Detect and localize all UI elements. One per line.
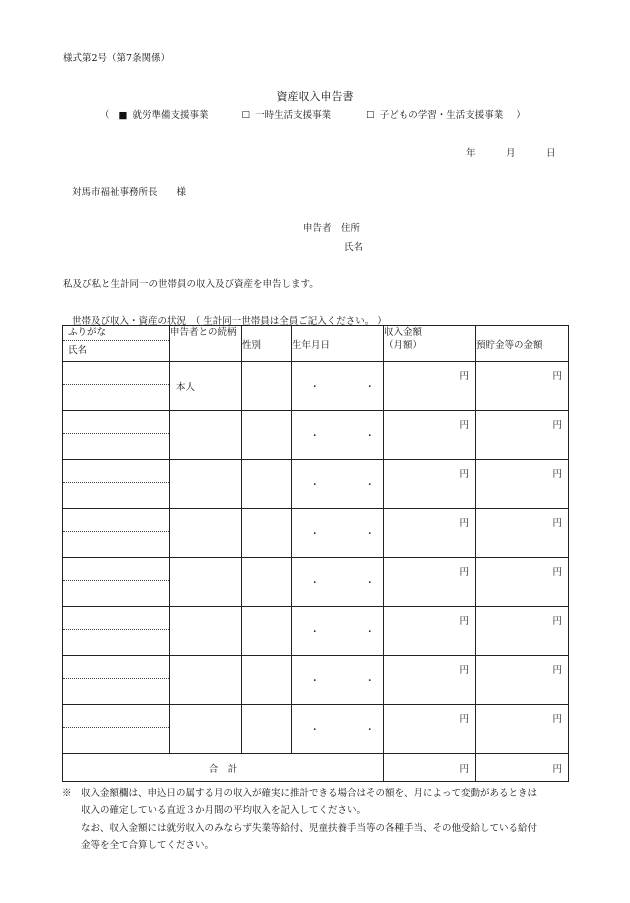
total-income-unit: 円 (384, 754, 476, 782)
income-cell[interactable]: 円 (384, 460, 476, 509)
paren-open: （ (100, 110, 110, 121)
dob-cell[interactable]: ・ ・ (292, 509, 384, 558)
sex-cell[interactable] (242, 509, 292, 558)
document-title: 資産収入申告書 (276, 90, 354, 103)
income-cell[interactable]: 円 (384, 607, 476, 656)
form-number: 様式第2号（第7条関係） (63, 53, 171, 64)
applicant-address-label: 申告者 住所 (303, 223, 361, 234)
dob-cell[interactable]: ・ ・ (292, 411, 384, 460)
income-cell[interactable]: 円 (384, 362, 476, 411)
name-cell[interactable] (63, 411, 170, 460)
checked-box-icon: ■ (118, 110, 128, 121)
savings-cell[interactable]: 円 (476, 362, 569, 411)
addressee: 対馬市福祉事務所長 様 (72, 187, 187, 198)
savings-cell[interactable]: 円 (476, 558, 569, 607)
total-row (63, 754, 569, 782)
section-heading: 世帯及び収入・資産の状況 （ 生計同一世帯員は全員ご記入ください。 ） (72, 316, 387, 327)
sex-cell[interactable] (242, 705, 292, 754)
name-cell[interactable] (63, 705, 170, 754)
table-row (63, 656, 569, 705)
header-name: 氏名 (68, 345, 88, 356)
household-table (62, 325, 569, 782)
furigana-field[interactable] (63, 411, 169, 434)
program-label: 就労準備支援事業 (132, 110, 209, 121)
savings-cell[interactable]: 円 (476, 411, 569, 460)
table-row (63, 362, 569, 411)
sex-cell[interactable] (242, 656, 292, 705)
header-name-cell (63, 326, 170, 362)
income-cell[interactable]: 円 (384, 411, 476, 460)
name-cell[interactable] (63, 362, 170, 411)
date-year-label: 年 (466, 148, 476, 159)
table-row (63, 460, 569, 509)
program-options (100, 107, 526, 121)
note-line-3: なお、収入金額には就労収入のみならず失業等給付、児童扶養手当等の各種手当、その他受給している給付 (62, 823, 538, 834)
dob-cell[interactable]: ・ ・ (292, 558, 384, 607)
savings-cell[interactable]: 円 (476, 656, 569, 705)
note-line-4: 金等を全て合算してください。 (62, 840, 215, 851)
applicant-name-label: 氏名 (344, 242, 364, 253)
total-savings-unit: 円 (476, 754, 569, 782)
furigana-field[interactable] (63, 607, 169, 630)
name-cell[interactable] (63, 558, 170, 607)
date-month-label: 月 (506, 148, 516, 159)
dob-cell[interactable]: ・ ・ (292, 656, 384, 705)
header-relation: 申告者との続柄 (170, 326, 242, 362)
program-label: 一時生活支援事業 (255, 110, 332, 121)
relation-cell[interactable] (170, 705, 242, 754)
note-line-1: ※ 収入金額欄は、申込日の属する月の収入が確実に推計できる場合はその額を、月によって変動があるときは (62, 788, 538, 799)
sex-cell[interactable] (242, 411, 292, 460)
sex-cell[interactable] (242, 607, 292, 656)
income-cell[interactable]: 円 (384, 558, 476, 607)
savings-cell[interactable]: 円 (476, 607, 569, 656)
relation-cell[interactable] (170, 607, 242, 656)
header-income: 収入金額 （月額） (384, 326, 476, 362)
checkbox-icon: ☐ (366, 110, 375, 121)
furigana-field[interactable] (63, 558, 169, 581)
header-dob: 生年月日 (292, 326, 384, 362)
name-cell[interactable] (63, 460, 170, 509)
name-cell[interactable] (63, 509, 170, 558)
dob-cell[interactable]: ・ ・ (292, 460, 384, 509)
name-cell[interactable] (63, 607, 170, 656)
furigana-field[interactable] (63, 460, 169, 483)
note-line-2: 収入の確定している直近３か月間の平均収入を記入してください。 (62, 805, 367, 816)
relation-cell[interactable]: 本人 (170, 362, 242, 411)
furigana-field[interactable] (63, 656, 169, 679)
sex-cell[interactable] (242, 460, 292, 509)
program-option-2[interactable] (242, 107, 332, 121)
sex-cell[interactable] (242, 558, 292, 607)
relation-cell[interactable] (170, 656, 242, 705)
savings-cell[interactable]: 円 (476, 460, 569, 509)
table-row (63, 705, 569, 754)
income-cell[interactable]: 円 (384, 509, 476, 558)
checkbox-icon: ☐ (241, 110, 251, 121)
relation-cell[interactable] (170, 411, 242, 460)
declaration-text: 私及び私と生計同一の世帯員の収入及び資産を申告します。 (63, 279, 319, 290)
relation-cell[interactable] (170, 509, 242, 558)
total-label: 合 計 (63, 754, 384, 782)
name-cell[interactable] (63, 656, 170, 705)
program-label: 子どもの学習・生活支援事業 (379, 110, 504, 121)
paren-close: ） (516, 110, 526, 121)
table-row (63, 509, 569, 558)
savings-cell[interactable]: 円 (476, 509, 569, 558)
header-furigana: ふりがな (63, 326, 169, 341)
header-savings: 預貯金等の金額 (476, 326, 569, 362)
table-row (63, 607, 569, 656)
income-cell[interactable]: 円 (384, 705, 476, 754)
date-day-label: 日 (546, 148, 556, 159)
income-cell[interactable]: 円 (384, 656, 476, 705)
savings-cell[interactable]: 円 (476, 705, 569, 754)
table-row (63, 558, 569, 607)
table-header-row (63, 326, 569, 362)
dob-cell[interactable]: ・ ・ (292, 705, 384, 754)
dob-cell[interactable]: ・ ・ (292, 362, 384, 411)
program-option-3[interactable] (366, 107, 503, 121)
table-row (63, 411, 569, 460)
furigana-field[interactable] (63, 362, 169, 385)
relation-cell[interactable] (170, 558, 242, 607)
dob-cell[interactable]: ・ ・ (292, 607, 384, 656)
furigana-field[interactable] (63, 509, 169, 532)
relation-cell[interactable] (170, 460, 242, 509)
furigana-field[interactable] (63, 705, 169, 728)
sex-cell[interactable] (242, 362, 292, 411)
header-sex: 性別 (242, 326, 292, 362)
program-option-1[interactable] (119, 107, 209, 121)
